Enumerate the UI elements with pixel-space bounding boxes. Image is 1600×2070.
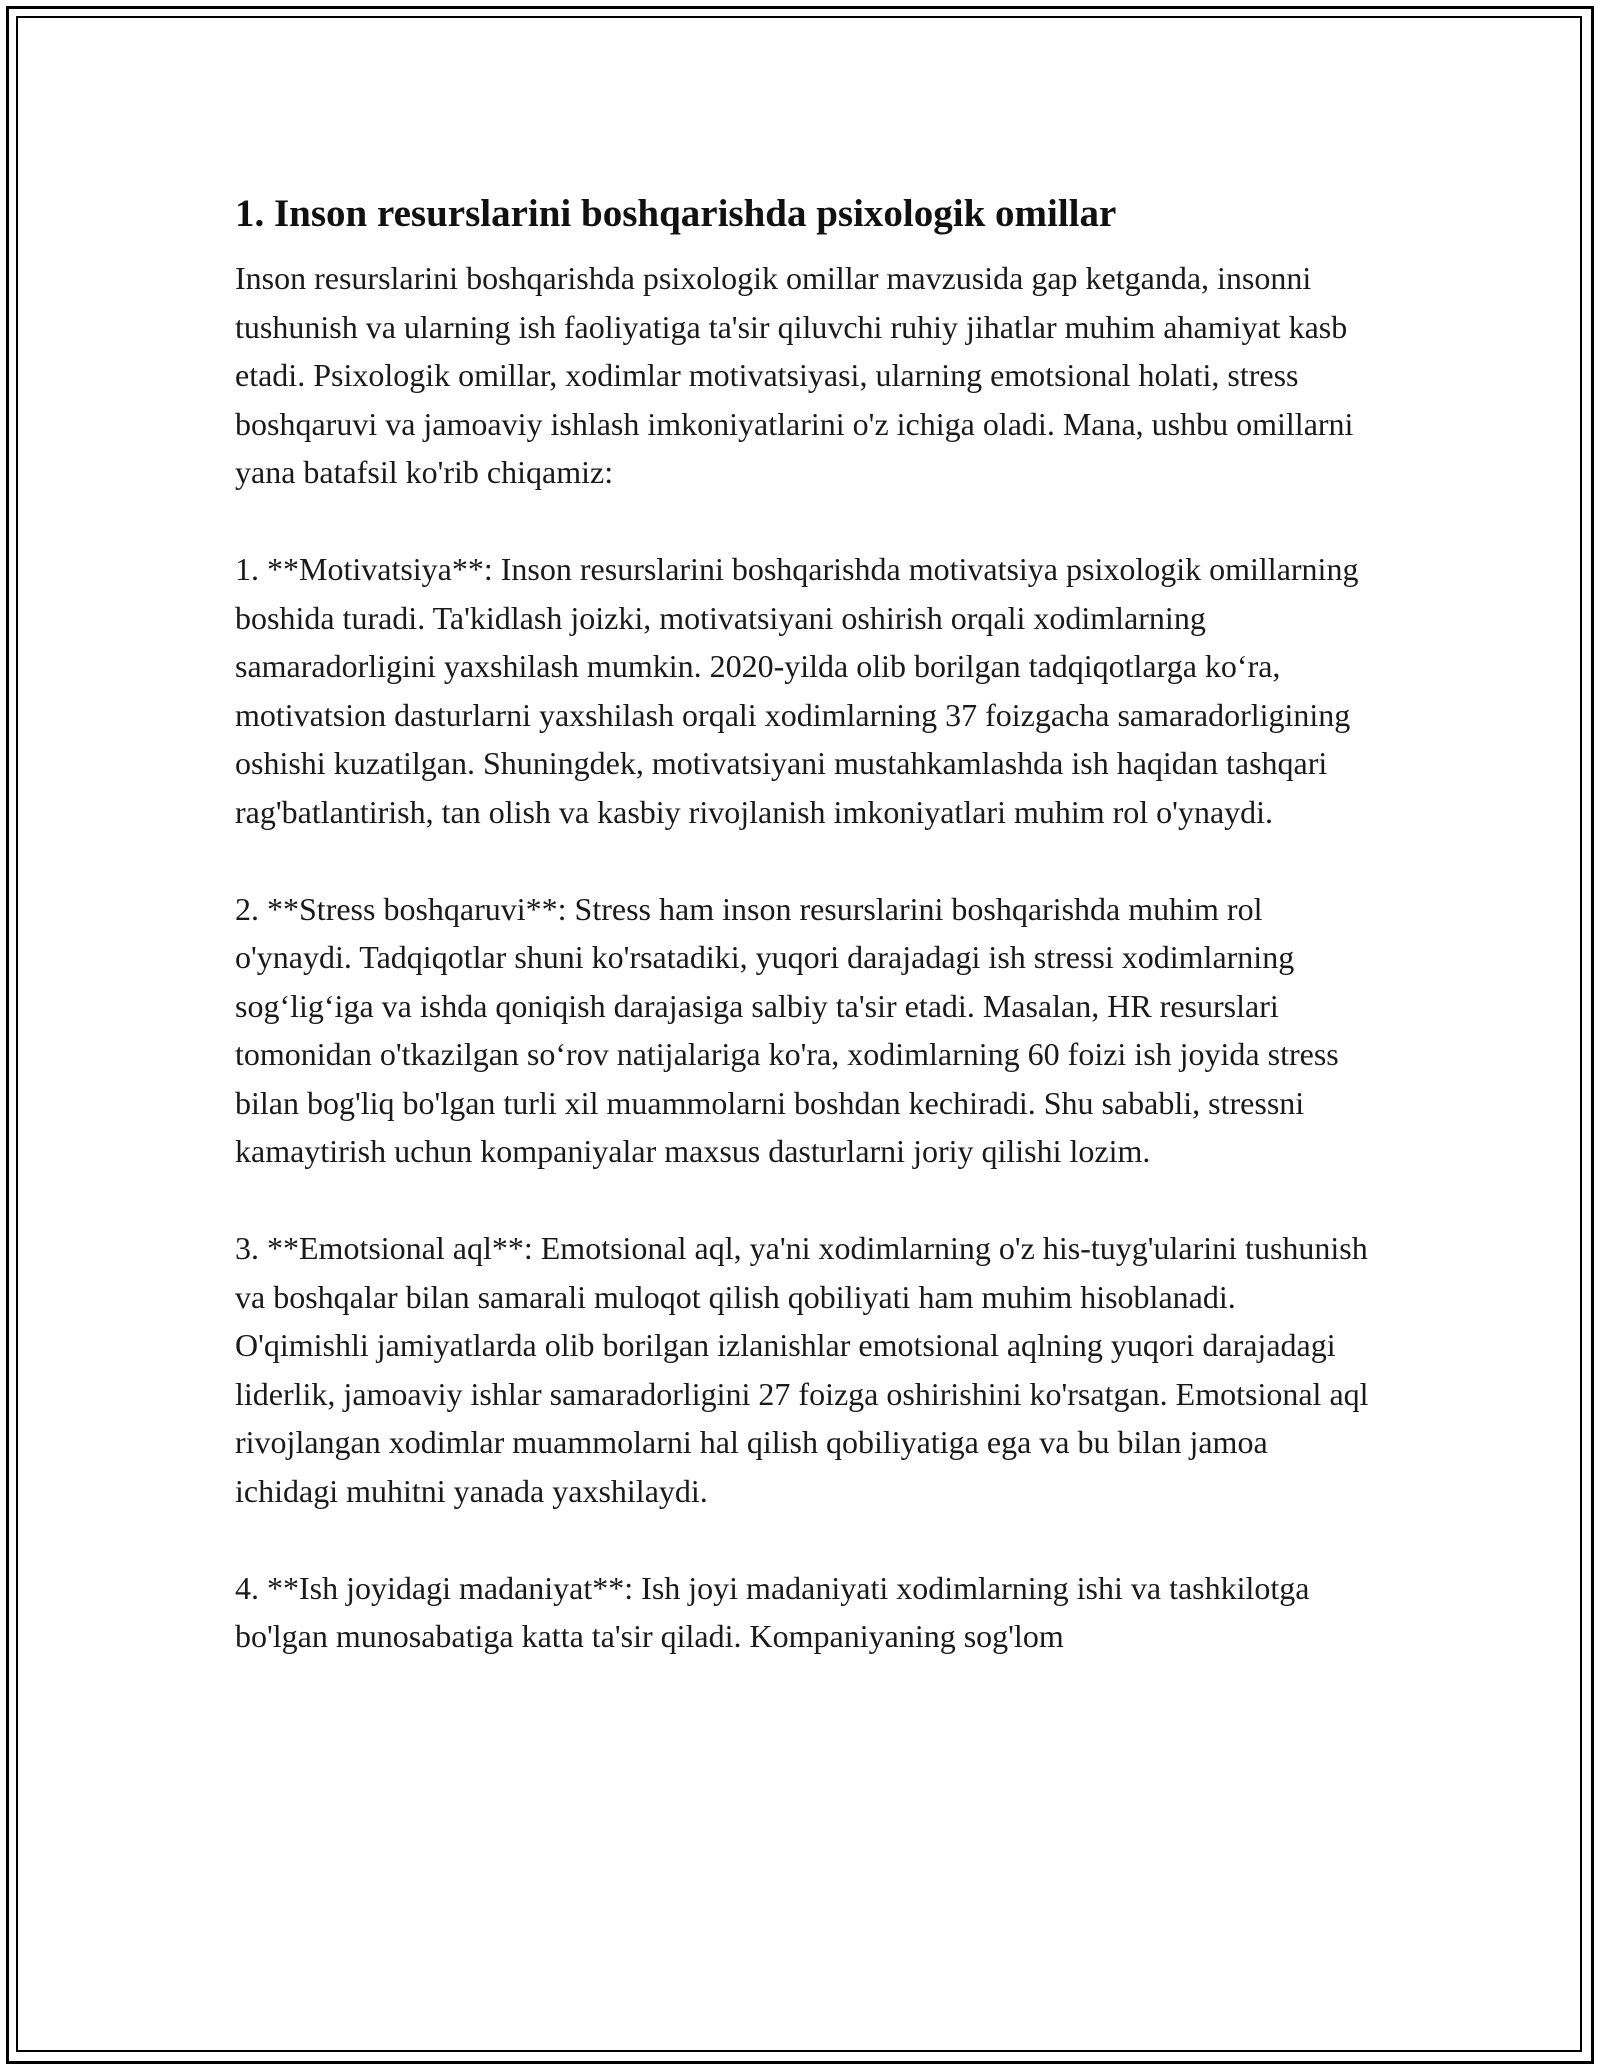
section-title: 1. Inson resurslarini boshqarishda psixologik omillar: [235, 192, 1117, 235]
paragraph-motivatsiya: 1. **Motivatsiya**: Inson resurslarini boshqarishda motivatsiya psixologik omillarning boshida turadi. Ta'kidlash joizki, motivatsiyani oshirish orqali xodimlarning samaradorligini yaxshilash mumkin. 2020-yilda olib borilgan tadqiqotlarga ko‘ra, motivatsion dasturlarni yaxshilash orqali xodimlarning 37 foizgacha samaradorligining oshishi kuzatilgan. Shuningdek, motivatsiyani mustahkamlashda ish haqidan tashqari rag'batlantirish, tan olish va kasbiy rivojlanish imkoniyatlari muhim rol o'ynaydi.: [235, 551, 1359, 830]
document-body: [235, 190, 1375, 1709]
paragraph-ish-joyidagi-madaniyat: 4. **Ish joyidagi madaniyat**: Ish joyi madaniyati xodimlarning ishi va tashkilotga bo'lgan munosabatiga katta ta'sir qiladi. Kompaniyaning sog'lom: [235, 1569, 1310, 1654]
intro-paragraph: Inson resurslarini boshqarishda psixologik omillar mavzusida gap ketganda, insonni tushunish va ularning ish faoliyatiga ta'sir qiluvchi ruhiy jihatlar muhim ahamiyat kasb etadi. Psixologik omillar, xodimlar motivatsiyasi, ularning emotsional holati, stress boshqaruvi va jamoaviy ishlash imkoniyatlarini o'z ichiga oladi. Mana, ushbu omillarni yana batafsil ko'rib chiqamiz:: [235, 260, 1354, 490]
paragraph-emotsional-aql: 3. **Emotsional aql**: Emotsional aql, ya'ni xodimlarning o'z his-tuyg'ularini tushunish va boshqalar bilan samarali muloqot qilish qobiliyati ham muhim hisoblanadi. O'qimishli jamiyatlarda olib borilgan izlanishlar emotsional aqlning yuqori darajadagi liderlik, jamoaviy ishlar samaradorligini 27 foizga oshirishini ko'rsatgan. Emotsional aql rivojlangan xodimlar muammolarni hal qilish qobiliyatiga ega va bu bilan jamoa ichidagi muhitni yanada yaxshilaydi.: [235, 1230, 1369, 1509]
paragraph-stress-boshqaruvi: 2. **Stress boshqaruvi**: Stress ham inson resurslarini boshqarishda muhim rol o'ynaydi. Tadqiqotlar shuni ko'rsatadiki, yuqori darajadagi ish stressi xodimlarning sog‘lig‘iga va ishda qoniqish darajasiga salbiy ta'sir etadi. Masalan, HR resurslari tomonidan o'tkazilgan so‘rov natijalariga ko'ra, xodimlarning 60 foizi ish joyida stress bilan bog'liq bo'lgan turli xil muammolarni boshdan kechiradi. Shu sababli, stressni kamaytirish uchun kompaniyalar maxsus dasturlarni joriy qilishi lozim.: [235, 890, 1339, 1169]
